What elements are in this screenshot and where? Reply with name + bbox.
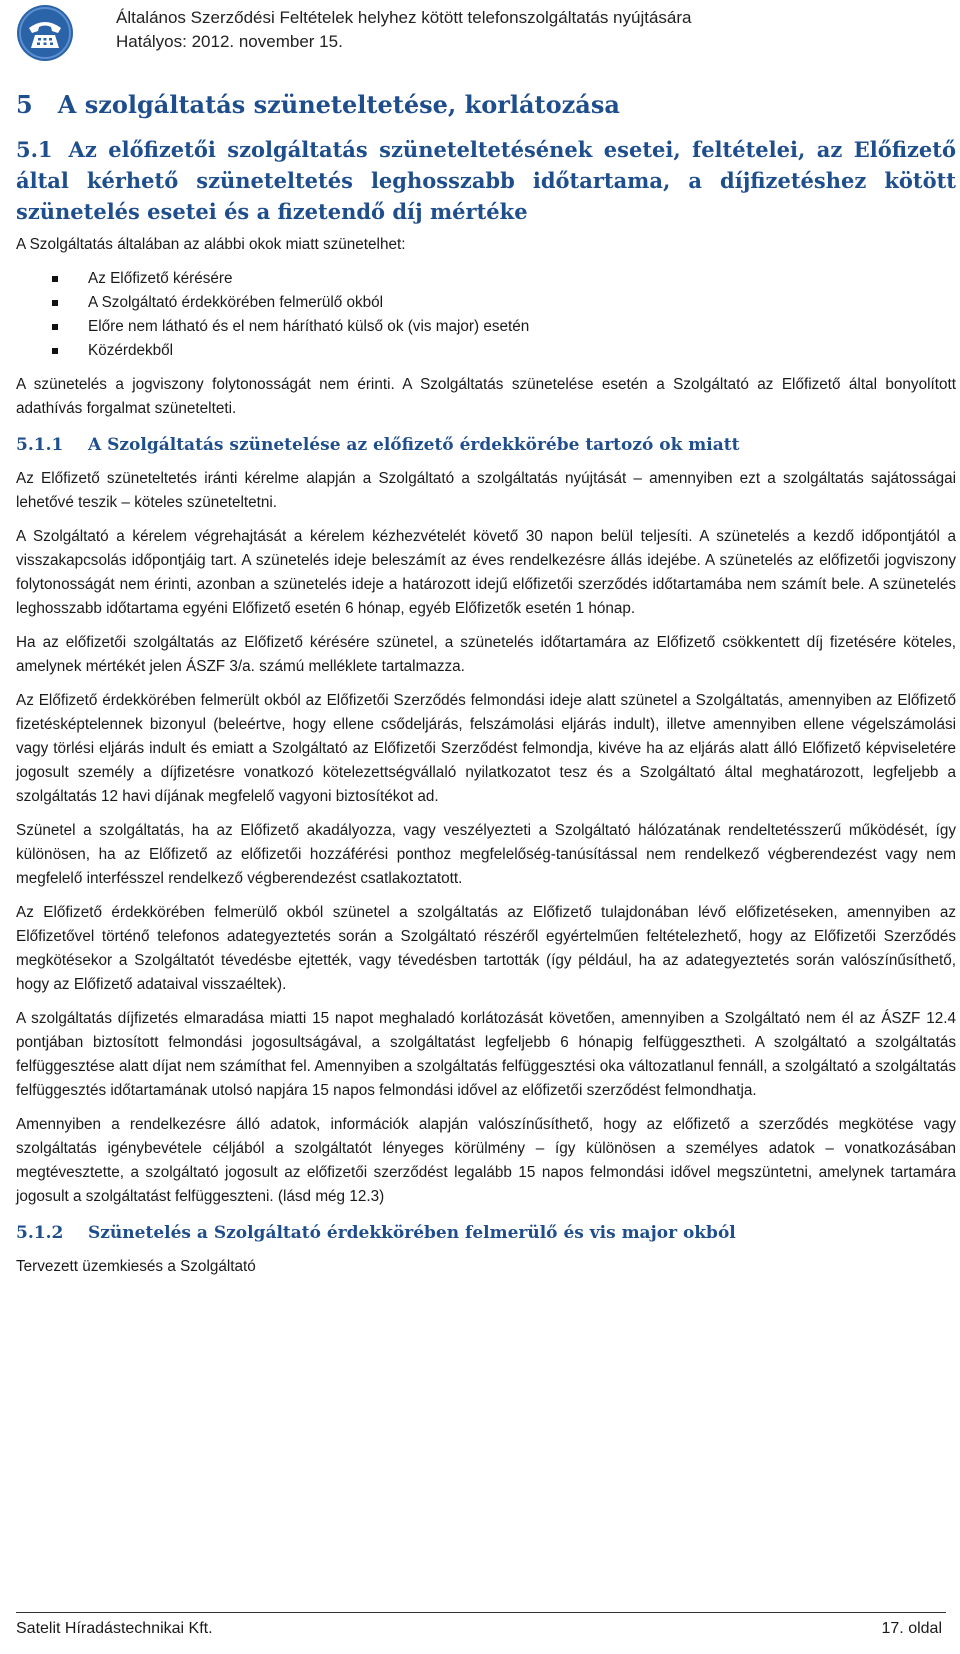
square-bullet-icon [52, 276, 58, 282]
square-bullet-icon [52, 348, 58, 354]
list-item-text: Az Előfizető kérésére [88, 270, 233, 287]
section-5-title: A szolgáltatás szüneteltetése, korlátozása [57, 90, 620, 119]
section-5-1-title: Az előfizetői szolgáltatás szüneteltetésének esetei, feltételei, az Előfizető által kérhető szüneteltetés leghosszabb időtartama, a díjfizetéshez kötött szünetelés esetei és a fizetendő díj mértéke [16, 137, 956, 224]
section-5-1-1-number: 5.1.1 [16, 435, 64, 455]
square-bullet-icon [52, 324, 58, 330]
list-item [16, 315, 956, 339]
section-5-1-1-paragraph: Az Előfizető érdekkörében felmerült okból az Előfizetői Szerződés felmondási ideje alatt szünetel a Szolgáltatás, amennyiben az Előfizető fizetésképtelennek bizonyul (beleértve, hogy ellene csődeljárás, felszámolási eljárás indult), illetve amennyiben ellene végelszámolási vagy törlési eljárás indult és emiatt a Szolgáltató az Előfizetői Szerződést felmondja, kivéve ha az eljárás alatt álló Előfizető képviseletére jogosult személy a díjfizetésre vonatkozó kötelezettségvállaló nyilatkozatot tesz és a Szolgáltató által meghatározott, legfeljebb a szolgáltatás 12 havi díjának megfelelő vagyoni biztosítékot ad. [16, 692, 956, 805]
section-5-1-number: 5.1 [16, 137, 53, 162]
section-5-1-1-paragraph: A Szolgáltató a kérelem végrehajtását a kérelem kézhezvételét követő 30 napon belül teljesíti. A szünetelés a kezdő időpontjától a visszakapcsolás időpontjáig tart. A szünetelés ideje beleszámít az éves rendelkezésre állás idejébe. A szünetelés az előfizetői jogviszony folytonosságát nem érinti, azonban a szünetelés ideje a határozott idejű előfizetői szerződés időtartamába nem számít bele. A szünetelés leghosszabb időtartama egyéni Előfizető esetén 6 hónap, egyéb Előfizetők esetén 1 hónap. [16, 528, 956, 617]
document-body [16, 88, 956, 1279]
footer-page-number: 17. oldal [881, 1620, 942, 1637]
section-5-1-paragraph: A szünetelés a jogviszony folytonosságát nem érinti. A Szolgáltatás szünetelése esetén a Szolgáltató az Előfizető által bonyolított adathívás forgalmat szünetelteti. [16, 376, 956, 417]
telephone-icon [16, 4, 74, 62]
list-item [16, 267, 956, 291]
section-5-1-2-paragraph: Tervezett üzemkiesés a Szolgáltató [16, 1258, 256, 1275]
section-5-1-2-number: 5.1.2 [16, 1223, 64, 1243]
section-5-number: 5 [16, 90, 33, 119]
section-5-1-1-paragraph: Az Előfizető érdekkörében felmerülő okból szünetel a szolgáltatás az Előfizető tulajdonában lévő előfizetéseken, amennyiben az Előfizetővel történő telefonos adategyeztetés során a Szolgáltató részéről egyértelműen feltételezhető, hogy az Előfizetői Szerződés megkötésekor a Szolgáltatót tévedésbe ejtették, vagy tévedésben tartották (így például, ha az adategyeztetés során valószínűsíthető, hogy az Előfizető adataival visszaéltek). [16, 904, 956, 993]
section-5-1-1-paragraph: Ha az előfizetői szolgáltatás az Előfizető kérésére szünetel, a szünetelés időtartamára az Előfizető csökkentett díj fizetésére köteles, amelynek mértékét jelen ÁSZF 3/a. számú melléklete tartalmazza. [16, 634, 956, 675]
list-item [16, 291, 956, 315]
reason-list [16, 267, 956, 363]
header-title: Általános Szerződési Feltételek helyhez kötött telefonszolgáltatás nyújtására [116, 8, 692, 27]
section-5-1-2-title: Szünetelés a Szolgáltató érdekkörében felmerülő és vis major okból [88, 1223, 736, 1243]
page-footer [16, 1612, 946, 1652]
section-5-1-1-paragraph: Szünetel a szolgáltatás, ha az Előfizető akadályozza, vagy veszélyezteti a Szolgáltató hálózatának rendeltetésszerű működését, így különösen, ha az Előfizető az előfizetői hozzáférési ponthoz megfelelőség-tanúsítással nem rendelkező végberendezést vagy nem megfelelő interfésszel rendelkező végberendezést csatlakoztatott. [16, 822, 956, 887]
header-text [116, 6, 692, 54]
section-5-1-1-title: A Szolgáltatás szünetelése az előfizető érdekkörébe tartozó ok miatt [88, 435, 740, 455]
list-item [16, 339, 956, 363]
page-header [16, 4, 946, 64]
section-5-1-1-paragraph: Az Előfizető szüneteltetés iránti kérelme alapján a Szolgáltató a szolgáltatás nyújtását – amennyiben ezt a szolgáltatás sajátosságai lehetővé teszik – köteles szüneteltetni. [16, 470, 956, 511]
section-5-heading [16, 88, 956, 122]
list-item-text: Közérdekből [88, 342, 174, 359]
square-bullet-icon [52, 300, 58, 306]
section-5-1-1-heading [16, 433, 956, 457]
header-effective-date: Hatályos: 2012. november 15. [116, 32, 343, 51]
footer-divider [16, 1612, 946, 1613]
section-5-1-intro: A Szolgáltatás általában az alábbi okok miatt szünetelhet: [16, 236, 406, 253]
section-5-1-1-paragraph: Amennyiben a rendelkezésre álló adatok, információk alapján valószínűsíthető, hogy az előfizető a szerződés megkötése vagy szolgáltatás igénybevétele céljából a szolgáltatót lényeges körülmény – így különösen a személyes adatok – vonatkozásában megtévesztette, a szolgáltató jogosult az előfizetői szerződést legalább 15 napos felmondási idővel megszüntetni, amelynek tartamára jogosult a szolgáltatást felfüggeszteni. (lásd még 12.3) [16, 1116, 956, 1205]
list-item-text: Előre nem látható és el nem hárítható külső ok (vis major) esetén [88, 318, 530, 335]
section-5-1-heading [16, 134, 956, 227]
section-5-1-2-heading [16, 1221, 956, 1245]
list-item-text: A Szolgáltató érdekkörében felmerülő okból [88, 294, 384, 311]
section-5-1-1-paragraph: A szolgáltatás díjfizetés elmaradása miatti 15 napot meghaladó korlátozását követően, amennyiben a Szolgáltató nem él az ÁSZF 12.4 pontjában biztosított felmondási jogosultságával, a szolgáltatást legfeljebb 6 hónapig felfüggesztheti. A szolgáltató a szolgáltatás felfüggesztése alatt díjat nem számíthat fel. Amennyiben a szolgáltatás felfüggesztési oka változatlanul fennáll, a szolgáltató a szolgáltatás felfüggesztés időtartamának utolsó napjára 15 napos felmondási idővel az előfizetői szerződést felmondhatja. [16, 1010, 956, 1099]
footer-company: Satelit Híradástechnikai Kft. [16, 1620, 213, 1637]
